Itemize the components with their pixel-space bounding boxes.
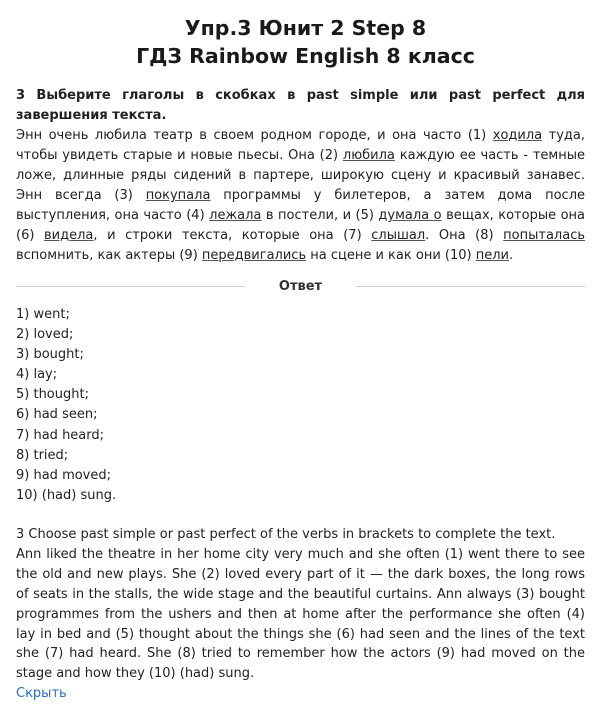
divider-line-left <box>16 286 245 287</box>
text-fragment: Энн очень любила театр в своем родном городе, и она часто (1) <box>16 128 493 143</box>
divider-line-right <box>356 286 585 287</box>
answer-divider <box>16 276 585 296</box>
underlined-verb: видела <box>44 228 94 243</box>
answer-item: 10) (had) sung. <box>16 487 117 503</box>
page-title <box>0 14 611 70</box>
underlined-verb: ходила <box>492 128 543 143</box>
underlined-verb: слышал <box>371 228 426 243</box>
answer-item: 5) thought; <box>16 387 89 403</box>
task-russian <box>16 86 585 266</box>
title-line-2: ГДЗ Rainbow English 8 класс <box>136 44 475 68</box>
text-fragment: туда, чтобы увидеть старые и новые пьесы. Она (2) <box>16 128 585 163</box>
hide-link[interactable]: Скрыть <box>16 686 67 701</box>
text-fragment: . Она (8) <box>425 228 504 243</box>
underlined-verb: лежала <box>209 208 262 223</box>
answer-label: Ответ <box>278 278 323 294</box>
answer-item: 2) loved; <box>16 327 74 343</box>
text-fragment: вещах, которые она (6) <box>16 208 586 243</box>
underlined-verb: покупала <box>145 188 211 203</box>
text-fragment: , и строки текста, которые она (7) <box>93 228 372 243</box>
task-english-text: Ann liked the theatre in her home city very much and she often (1) went there to see the old and new plays. She (2) loved every part of it — the dark boxes, the long rows of seats in the stalls, the wide stage and the beautiful curtains. Ann always (3) bought programmes from the ushers and then at home after the performance she often (4) lay in bed and (5) thought about the things she (6) had seen and the lines of the text she (7) had heard. She (8) tried to remember how the actors (9) had moved on the stage and how they (10) (had) sung. <box>16 546 585 682</box>
text-fragment: на сцене и как они (10) <box>306 248 476 263</box>
text-fragment: . <box>508 248 514 263</box>
text-fragment: вспомнить, как актеры (9) <box>16 248 202 263</box>
underlined-verb: думала о <box>378 208 442 223</box>
answer-item: 6) had seen; <box>16 407 98 423</box>
text-fragment: в постели, и (5) <box>261 208 379 223</box>
answer-item: 7) had heard; <box>16 427 105 443</box>
answer-item: 4) lay; <box>16 367 58 383</box>
task-russian-text <box>16 126 585 266</box>
underlined-verb: попыталась <box>503 228 586 243</box>
answer-list <box>16 305 116 506</box>
task-english-heading: 3 Choose past simple or past perfect of the verbs in brackets to complete the text. <box>16 527 556 542</box>
answer-item: 3) bought; <box>16 347 84 363</box>
underlined-verb: передвигались <box>201 248 307 263</box>
task-english <box>16 525 585 684</box>
answer-item: 8) tried; <box>16 447 69 463</box>
answer-item: 1) went; <box>16 307 70 322</box>
text-fragment: программы у билетеров, а затем дома после выступления, она часто (4) <box>16 188 585 223</box>
underlined-verb: пели <box>475 248 509 263</box>
title-line-1: Упр.3 Юнит 2 Step 8 <box>184 16 427 40</box>
answer-item: 9) had moved; <box>16 467 112 483</box>
text-fragment: каждую ее часть - темные ложе, длинные ряды сидений в партере, широкую сцену и красивый занавес. Энн всегда (3) <box>16 148 586 203</box>
underlined-verb: любила <box>342 148 395 163</box>
task-russian-heading: 3 Выберите глаголы в скобках в past simple или past perfect для завершения текста. <box>16 88 585 123</box>
